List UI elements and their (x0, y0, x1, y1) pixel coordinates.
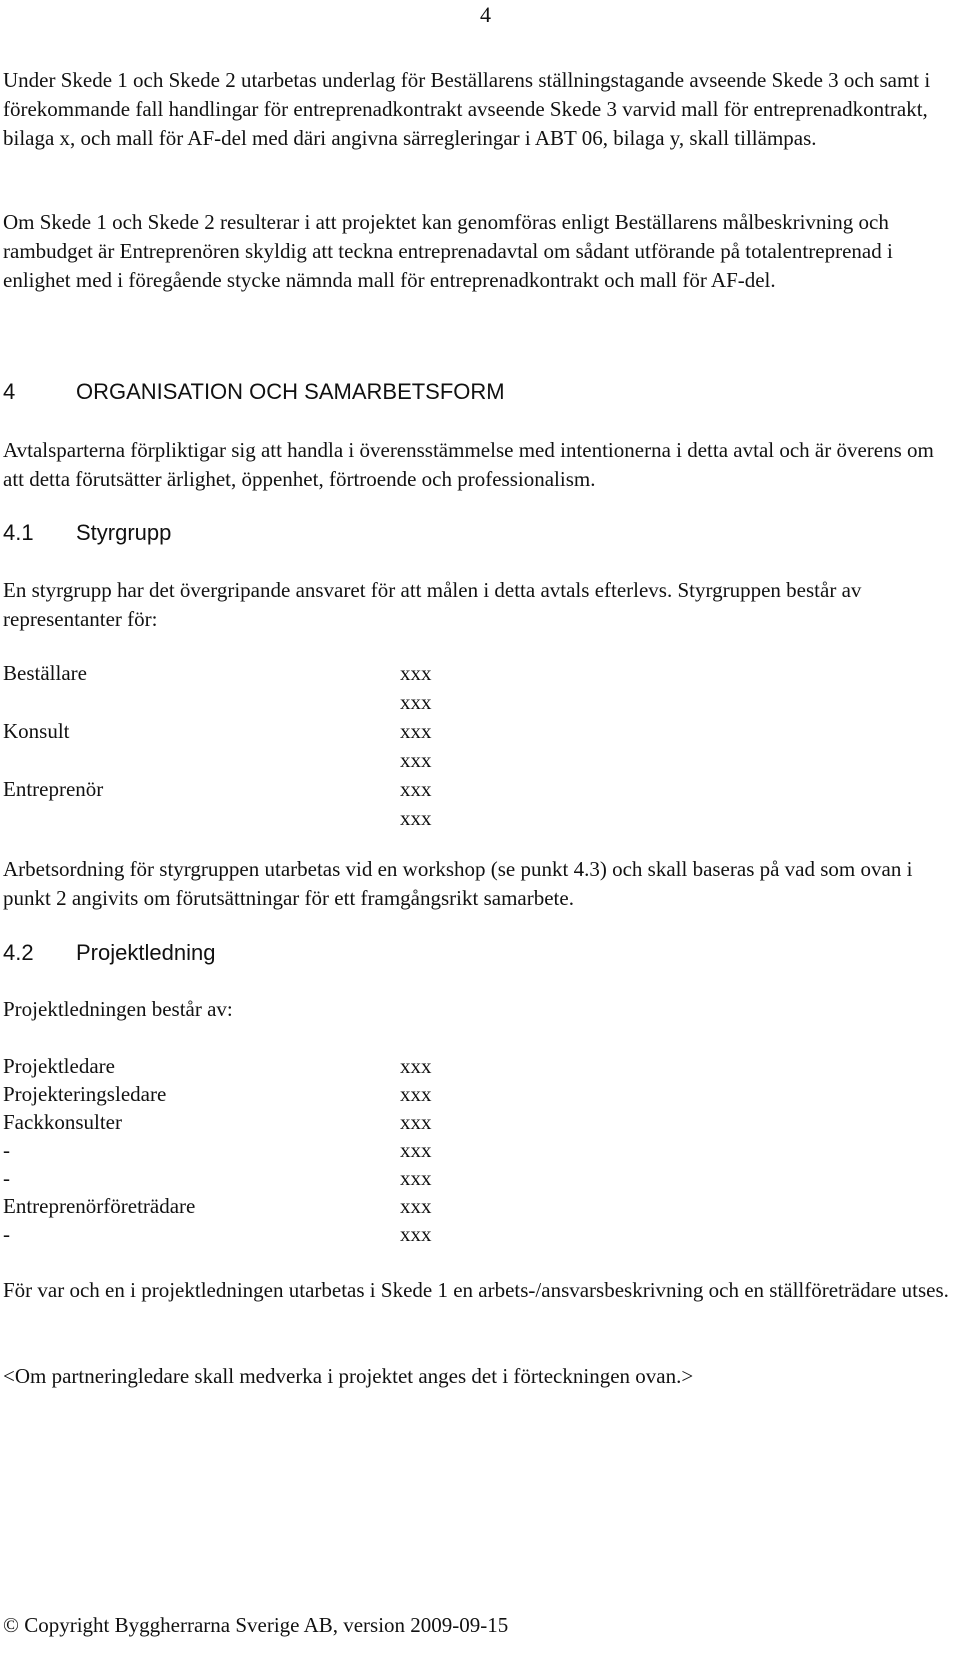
list-item (3, 1052, 503, 1081)
role-value: xxx (400, 748, 432, 772)
section-heading-4-1 (3, 518, 953, 548)
role-value: xxx (400, 1054, 432, 1078)
list-item (3, 1080, 503, 1109)
role-value: xxx (400, 690, 432, 714)
role-value: xxx (400, 1166, 432, 1190)
paragraph-skede-resultat: Om Skede 1 och Skede 2 resulterar i att projektet kan genomföras enligt Beställarens målbeskrivning och rambudget är Entreprenören skyldig att teckna entreprenadavtal om sådant utförande på totalentreprenad i enlighet med i föregående stycke nämnda mall för entreprenadkontrakt och mall för AF-del. (3, 210, 893, 292)
role-value: xxx (400, 806, 432, 830)
section-heading-4 (3, 377, 953, 407)
role-value: xxx (400, 777, 432, 801)
section-number: 4.1 (3, 520, 34, 545)
role-value: xxx (400, 719, 432, 743)
list-item (3, 775, 503, 804)
paragraph-arbetsbeskrivning: För var och en i projektledningen utarbetas i Skede 1 en arbets-/ansvarsbeskrivning och en ställföreträdare utses. (3, 1278, 949, 1302)
list-item (3, 746, 503, 775)
list-item (3, 1108, 503, 1137)
copyright-footer: © Copyright Byggherrarna Sverige AB, version 2009-09-15 (3, 1613, 509, 1637)
list-item (3, 804, 503, 833)
role-label: Fackkonsulter (3, 1110, 122, 1134)
role-value: xxx (400, 1082, 432, 1106)
section-number: 4.2 (3, 940, 34, 965)
role-label: - (3, 1166, 10, 1190)
list-item (3, 1164, 503, 1193)
role-label: Beställare (3, 661, 87, 685)
section-title: Projektledning (76, 940, 216, 965)
role-label: - (3, 1222, 10, 1246)
role-value: xxx (400, 661, 432, 685)
paragraph-partneringledare: <Om partneringledare skall medverka i projektet anges det i förteckningen ovan.> (3, 1364, 694, 1388)
role-label: Entreprenör (3, 777, 104, 801)
list-item (3, 1220, 503, 1249)
paragraph-projektledning: Projektledningen består av: (3, 997, 233, 1021)
section-title: Styrgrupp (76, 520, 172, 545)
list-item (3, 659, 503, 688)
section-title: ORGANISATION OCH SAMARBETSFORM (76, 379, 505, 404)
role-value: xxx (400, 1194, 432, 1218)
role-value: xxx (400, 1138, 432, 1162)
list-item (3, 1192, 503, 1221)
list-item (3, 1136, 503, 1165)
list-item (3, 688, 503, 717)
paragraph-skede-underlag: Under Skede 1 och Skede 2 utarbetas underlag för Beställarens ställningstagande avseende Skede 3 och samt i förekommande fall handlingar för entreprenadkontrakt avseende Skede 3 varvid mall för entreprenadkontrakt, bilaga x, och mall för AF-del med däri angivna särregleringar i ABT 06, bilaga y, skall tillämpas. (3, 68, 931, 150)
paragraph-avtalsparterna: Avtalsparterna förpliktigar sig att handla i överensstämmelse med intentionerna i detta avtal och är överens om att detta förutsätter ärlighet, öppenhet, förtroende och professionalism. (3, 438, 934, 491)
role-label: Projektledare (3, 1054, 115, 1078)
paragraph-arbetsordning: Arbetsordning för styrgruppen utarbetas vid en workshop (se punkt 4.3) och skall baseras på vad som ovan i punkt 2 angivits om förutsättningar för ett framgångsrikt samarbete. (3, 857, 913, 910)
role-value: xxx (400, 1110, 432, 1134)
role-label: Konsult (3, 719, 70, 743)
section-heading-4-2 (3, 938, 953, 968)
list-item (3, 717, 503, 746)
role-value: xxx (400, 1222, 432, 1246)
role-label: Entreprenörföreträdare (3, 1194, 196, 1218)
role-label: Projekteringsledare (3, 1082, 167, 1106)
section-number: 4 (3, 379, 16, 404)
role-label: - (3, 1138, 10, 1162)
paragraph-styrgrupp: En styrgrupp har det övergripande ansvaret för att målen i detta avtals efterlevs. Styrgruppen består av representanter för: (3, 578, 862, 631)
page-number: 4 (480, 2, 491, 27)
